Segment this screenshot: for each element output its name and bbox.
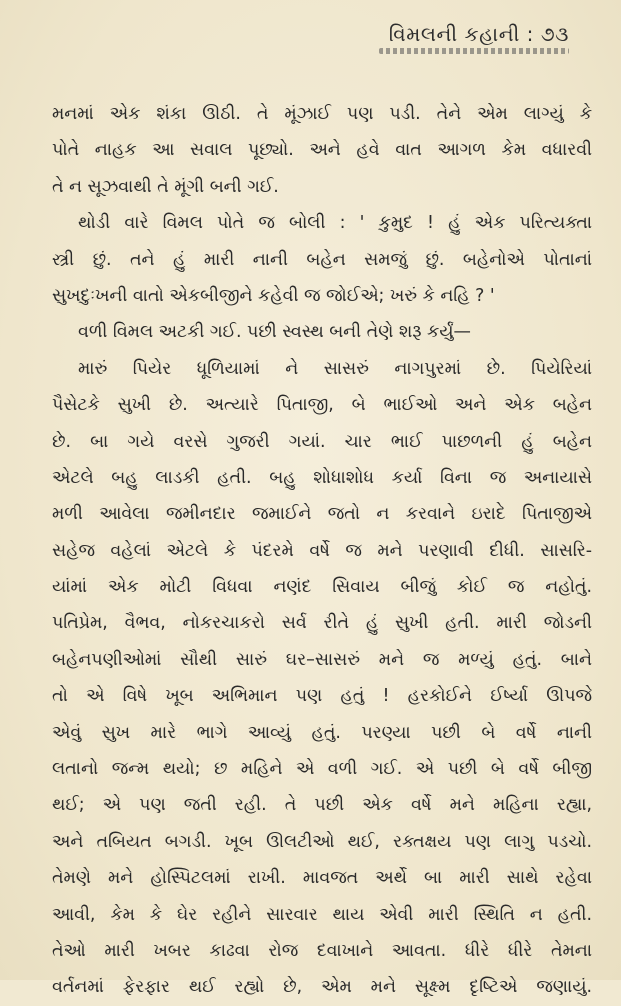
- text-line: અને તબિયત બગડી. ખૂબ ઊલટીઓ થઈ, રક્તક્ષય પણ લાગુ પડચો.: [52, 831, 592, 852]
- text-line: પોતે નાહક આ સવાલ પૂછ્યો. અને હવે વાત આગળ કેમ વધારવી: [52, 140, 592, 161]
- text-line: મનમાં એક શંકા ઊઠી. તે મૂંઝાઈ પણ પડી. તેને એમ લાગ્યું કે: [52, 104, 592, 124]
- text-line: તો એ વિષે ખૂબ અભિમાન પણ હતું ! હરકોઈને ઈર્ષ્યા ઊપજે: [52, 686, 592, 707]
- text-line: તે ન સૂઝવાથી તે મૂંગી બની ગઈ.: [52, 176, 279, 197]
- text-line: યાંમાં એક મોટી વિધવા નણંદ સિવાય બીજું કોઈ જ નહોતું.: [52, 577, 592, 598]
- text-line: પતિપ્રેમ, વૈભવ, નોકરચાકરો સર્વ રીતે હું સુખી હતી. મારી જોડની: [52, 613, 592, 634]
- text-line: એવું સુખ મારે ભાગે આવ્યું હતું. પરણ્યા પછી બે વર્ષે નાની: [52, 722, 592, 743]
- text-line: વર્તનમાં ફેરફાર થઈ રહ્યો છે, એમ મને સૂક્ષ્મ દૃષ્ટિએ જણાયું.: [52, 977, 592, 998]
- page-body-text: [52, 96, 592, 1006]
- running-header: [379, 22, 569, 54]
- text-line: થોડી વારે વિમલ પોતે જ બોલી : ' કુમુદ ! હું એક પરિત્યક્તા: [78, 213, 592, 234]
- header-title: વિમલની કહાની : ૭૩: [388, 22, 569, 46]
- text-line: છે. બા ગયે વરસે ગુજરી ગયાં. ચાર ભાઈ પાછળની હું બહેન: [52, 431, 592, 452]
- text-line: મારું પિયેર ધૂળિયામાં ને સાસરું નાગપુરમાં છે. પિયેરિયાં: [78, 358, 592, 379]
- text-line: લતાનો જન્મ થયો; છ મહિને એ વળી ગઈ. એ પછી બે વર્ષે બીજી: [52, 759, 592, 780]
- text-line: સહેજ વહેલાં એટલે કે પંદરમે વર્ષે જ મને પરણાવી દીધી. સાસરિ-: [52, 540, 592, 561]
- text-line: આવી, કેમ કે ઘેર રહીને સારવાર થાય એવી મારી સ્થિતિ ન હતી.: [52, 904, 592, 925]
- text-line: પૈસેટકે સુખી છે. અત્યારે પિતાજી, બે ભાઈઓ અને એક બહેન: [52, 395, 592, 416]
- text-line: મળી આવેલા જમીનદાર જમાઈને જતો ન કરવાને ઇરાદે પિતાજીએ: [52, 504, 592, 525]
- text-line: વળી વિમલ અટકી ગઈ. પછી સ્વસ્થ બની તેણે શરૂ કર્યું—: [78, 322, 471, 343]
- text-line: તેઓ મારી ખબર કાઢવા રોજ દવાખાને આવતા. ધીરે ધીરે તેમના: [52, 940, 592, 961]
- text-line: થઈ; એ પણ જતી રહી. તે પછી એક વર્ષે મને મહિના રહ્યા,: [52, 795, 592, 816]
- text-line: સ્ત્રી છું. તને હું મારી નાની બહેન સમજું છું. બહેનોએ પોતાનાં: [52, 249, 592, 270]
- text-line: તેમણે મને હોસ્પિટલમાં રાખી. માવજત અર્થે બા મારી સાથે રહેવા: [52, 868, 592, 889]
- header-underline: [379, 48, 569, 54]
- text-line: બહેનપણીઓમાં સૌથી સારું ઘર–સાસરું મને જ મળ્યું હતું. બાને: [52, 649, 592, 670]
- text-line: સુખદુઃખની વાતો એકબીજીને કહેવી જ જોઈએ; ખરું કે નહિ ? ': [52, 285, 495, 306]
- text-line: એટલે બહુ લાડકી હતી. બહુ શોધાશોધ કર્યા વિના જ અનાયાસે: [52, 467, 592, 488]
